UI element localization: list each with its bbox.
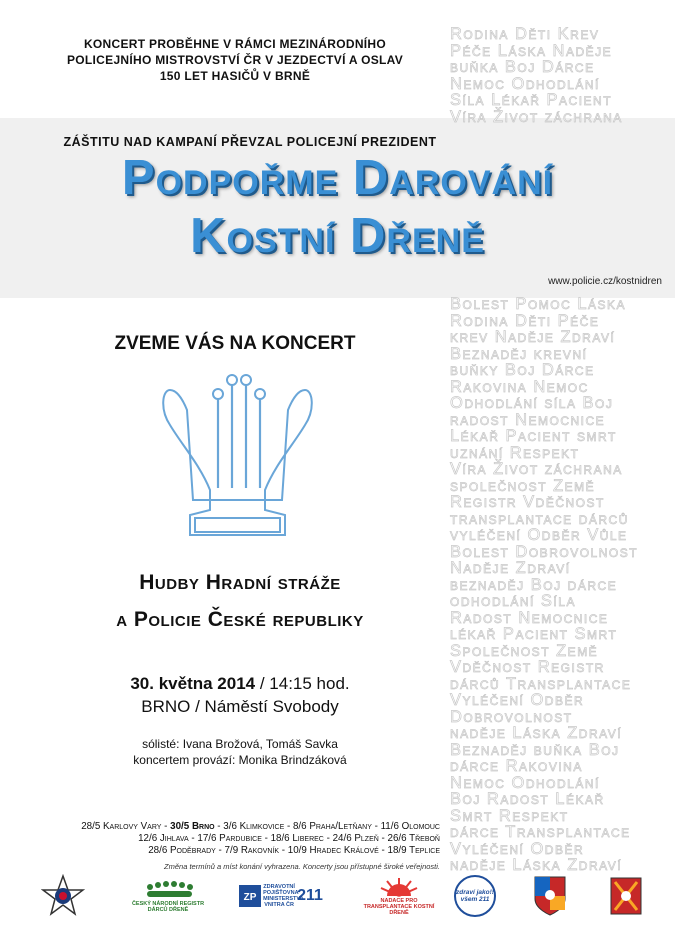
word-line: Odhodlání síla Boj <box>450 394 614 412</box>
word-line: naděje Láska Zdraví <box>450 724 623 742</box>
concert-place: BRNO / Náměstí Svobody <box>141 697 339 716</box>
word-line: Vděčnost Registr <box>450 658 605 676</box>
registry-logo-text: ČESKÝ NÁRODNÍ REGISTR DÁRCŮ DŘENĚ <box>131 901 205 913</box>
insurance-code: 211 <box>297 887 323 904</box>
foundation-logo <box>358 873 440 919</box>
tour-line-1 <box>10 821 440 832</box>
word-cloud-top <box>450 26 662 125</box>
registry-logo <box>128 873 208 919</box>
word-line: Společnost Země <box>450 641 599 660</box>
word-line: Vyléčení Odběr <box>450 839 585 858</box>
foundation-logo-text: NADACE PRO TRANSPLANTACE KOSTNÍ DŘENĚ <box>363 898 435 916</box>
word-line: Naděje Zdraví <box>450 559 571 577</box>
word-line: beznaděj Boj dárce <box>450 575 618 594</box>
host: koncertem provází: Monika Brindzáková <box>133 753 347 767</box>
word-line: Bolest Pomoc Láska <box>450 295 627 313</box>
lyre-icon <box>160 370 315 555</box>
word-line: Boj Radost Lékař <box>450 790 605 808</box>
campaign-url[interactable]: www.policie.cz/kostnidren <box>548 276 662 287</box>
invitation-heading: ZVEME VÁS NA KONCERT <box>114 333 356 354</box>
word-line: společnost Země <box>450 476 596 495</box>
band-name-line-1: Hudby Hradní stráže <box>139 571 341 594</box>
word-line: Lékař Pacient smrt <box>450 427 617 445</box>
concert-date <box>40 674 440 694</box>
insurance-logo <box>236 873 326 919</box>
word-line: krev Naděje Zdraví <box>450 328 616 346</box>
police-star-logo <box>38 873 88 919</box>
insurance-logo-text: ZDRAVOTNÍ POJIŠŤOVNA MINISTERSTVA VNITRA ČR <box>263 884 304 908</box>
police-star-icon <box>41 874 85 918</box>
word-line: uznání Respekt <box>450 443 580 462</box>
band-name-line-2: a Policie České republiky <box>116 608 364 631</box>
word-line: Nemoc Odhodlání <box>450 74 600 93</box>
word-line: Síla Lékař Pacient <box>450 91 613 109</box>
coat-of-arms-icon <box>533 875 567 917</box>
word-line: naděje Láska Zdraví <box>450 856 623 874</box>
campaign-title-line-2: Kostní Dřeně <box>190 209 485 263</box>
word-line: Péče Láska Naděje <box>450 41 613 60</box>
word-line: Beznaděj buňka Boj <box>450 740 620 759</box>
word-line: Nemoc Odhodlání <box>450 773 600 792</box>
patronage-text: ZÁŠTITU NAD KAMPANÍ PŘEVZAL POLICEJNÍ PREZIDENT <box>63 135 437 149</box>
word-line: Registr Vděčnost <box>450 493 605 511</box>
health-badge-logo <box>452 873 498 919</box>
date-bold: 30. května 2014 <box>130 674 256 693</box>
word-line: buňky Boj Dárce <box>450 361 595 379</box>
people-icon <box>138 879 198 901</box>
sun-icon <box>379 876 419 898</box>
word-line: Smrt Respekt <box>450 806 569 825</box>
word-line: dárce Transplantace <box>450 823 631 841</box>
insurance-mark-icon <box>239 885 261 907</box>
date-time: / 14:15 hod. <box>255 674 350 693</box>
word-line: Víra Život záchrana <box>450 460 623 478</box>
word-line: dárce Rakovina <box>450 757 583 775</box>
coat-of-arms-2 <box>606 873 646 919</box>
word-line: buňka Boj Dárce <box>450 58 595 76</box>
word-line: Rakovina Nemoc <box>450 377 589 396</box>
tour-post: - 3/6 Klimkovice - 8/6 Praha/Letňany - 11/6 Olomouc <box>214 821 440 832</box>
header-line-1: KONCERT PROBĚHNE V RÁMCI MEZINÁRODNÍHO <box>83 37 387 51</box>
fire-brigade-emblem-icon <box>609 876 643 916</box>
word-line: Radost Nemocnice <box>450 608 609 627</box>
word-line: lékař Pacient Smrt <box>450 625 618 643</box>
coat-of-arms-1 <box>530 873 570 919</box>
campaign-title-line-1: Podpořme Darování <box>121 151 554 205</box>
tour-line-3: 28/6 Poděbrady - 7/9 Rakovník - 10/9 Hradec Králové - 18/9 Teplice <box>148 845 440 856</box>
word-line: Rodina Děti Péče <box>450 311 600 330</box>
tour-pre: 28/5 Karlovy Vary - <box>81 821 171 832</box>
disclaimer-note: Změna termínů a míst konání vyhrazena. Koncerty jsou přístupné široké veřejnosti. <box>164 862 440 871</box>
word-line: transplantace dárců <box>450 509 629 528</box>
word-line: radost Nemocnice <box>450 410 606 429</box>
word-line: Víra Život záchrana <box>450 107 623 126</box>
header-line-3: 150 LET HASIČŮ V BRNĚ <box>159 69 311 83</box>
word-line: Bolest Dobrovolnost <box>450 542 639 561</box>
word-line: vyléčení Odběr Vůle <box>450 526 628 544</box>
word-line: dárců Transplantace <box>450 674 632 693</box>
soloists: sólisté: Ivana Brožová, Tomáš Savka <box>142 737 338 751</box>
word-line: Beznaděj krevní <box>450 344 588 363</box>
word-line: Rodina Děti Krev <box>450 25 600 43</box>
svg-text:ZP: ZP <box>243 892 257 903</box>
word-line: odhodlání Síla <box>450 592 576 610</box>
tour-highlight: 30/5 Brno <box>170 821 215 832</box>
word-cloud-bottom <box>450 296 662 874</box>
tour-line-2: 12/6 Jihlava - 17/6 Pardubice - 18/6 Liberec - 24/6 Plzeň - 26/6 Třeboň <box>138 833 440 844</box>
health-badge-text: zdraví jako!! všem 211 <box>454 875 496 917</box>
word-line: Dobrovolnost <box>450 707 573 726</box>
header-line-2: POLICEJNÍHO MISTROVSTVÍ ČR V JEZDECTVÍ A OSLAV <box>66 53 404 67</box>
word-line: Vyléčení Odběr <box>450 691 585 709</box>
